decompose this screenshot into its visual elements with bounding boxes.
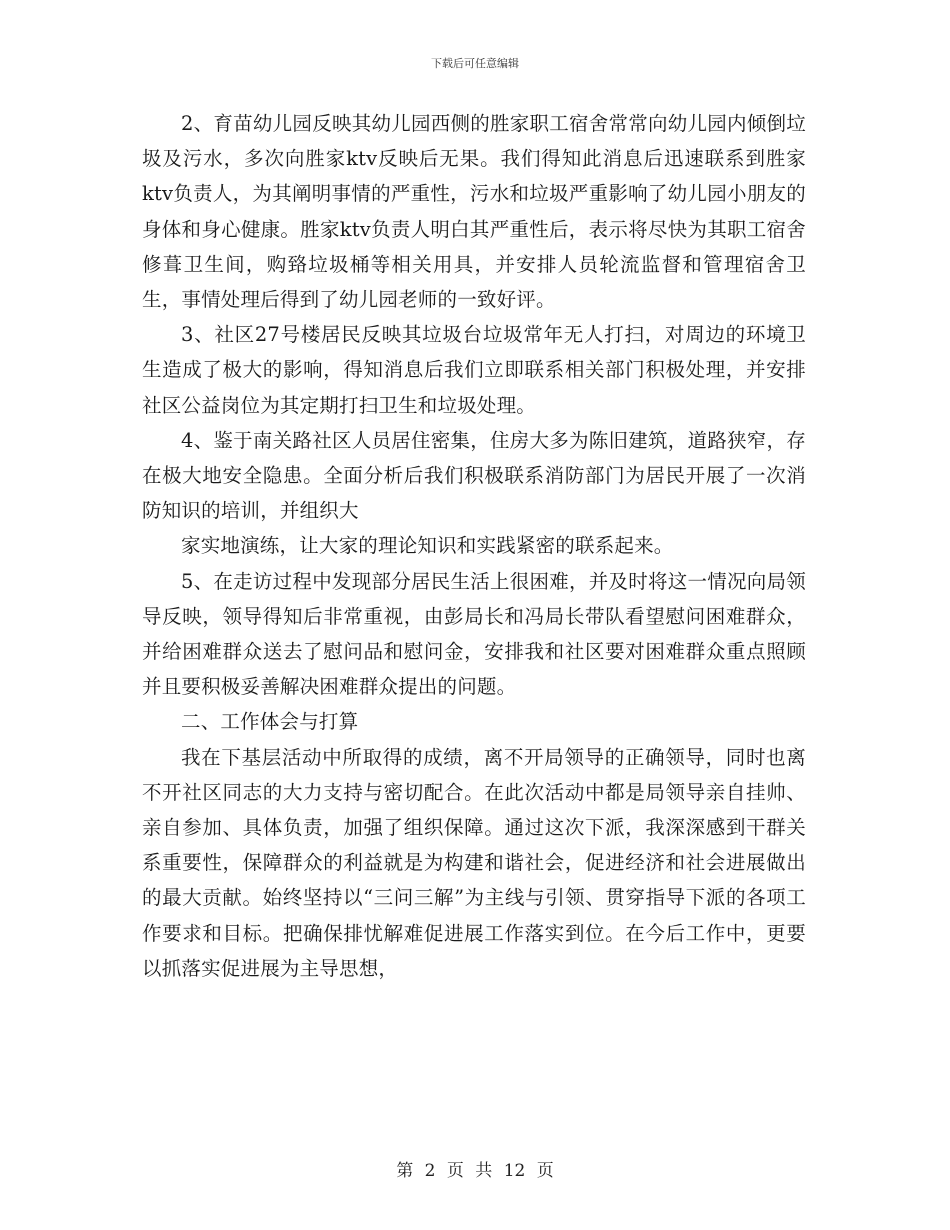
paragraph-item-4: 4、鉴于南关路社区人员居住密集，住房大多为陈旧建筑，道路狭窄，存在极大地安全隐患。全面分析后我们积极联系消防部门为居民开展了一次消防知识的培训，并组织大 [142,428,806,523]
paragraph-item-5: 5、在走访过程中发现部分居民生活上很困难，并及时将这一情况向局领导反映，领导得知后非常重视，由彭局长和冯局长带队看望慰问困难群众，并给困难群众送去了慰问品和慰问金，安排我和社区要对困难群众重点照顾并且要积极妥善解决困难群众提出的问题。 [142,569,806,699]
paragraph-item-2: 2、育苗幼儿园反映其幼儿园西侧的胜家职工宿舍常常向幼儿园内倾倒垃圾及污水，多次向胜家ktv反映后无果。我们得知此消息后迅速联系到胜家ktv负责人，为其阐明事情的严重性，污水和垃圾严重影响了幼儿园小朋友的身体和身心健康。胜家ktv负责人明白其严重性后，表示将尽快为其职工宿舍修葺卫生间，购臵垃圾桶等相关用具，并安排人员轮流监督和管理宿舍卫生，事情处理后得到了幼儿园老师的一致好评。 [142,112,806,312]
page-number: 第 2 页 共 12 页 [396,1161,554,1181]
section-heading: 二、工作体会与打算 [181,710,359,734]
page-header: 下载后可任意编辑 [431,57,519,70]
paragraph-continuation: 家实地演练，让大家的理论知识和实践紧密的联系起来。 [181,534,674,558]
paragraph-item-3: 3、社区27号楼居民反映其垃圾台垃圾常年无人打扫，对周边的环境卫生造成了极大的影响，得知消息后我们立即联系相关部门积极处理，并安排社区公益岗位为其定期打扫卫生和垃圾处理。 [142,323,806,417]
paragraph-reflection: 我在下基层活动中所取得的成绩，离不开局领导的正确领导，同时也离不开社区同志的大力支持与密切配合。在此次活动中都是局领导亲自挂帅、亲自参加、具体负责，加强了组织保障。通过这次下派，我深深感到干群关系重要性，保障群众的利益就是为构建和谐社会，促进经济和社会进展做出的最大贡献。始终坚持以“三问三解”为主线与引领、贯穿指导下派的各项工作要求和目标。把确保排忧解难促进展工作落实到位。在今后工作中，更要以抓落实促进展为主导思想， [142,745,806,980]
document-body [142,106,806,986]
